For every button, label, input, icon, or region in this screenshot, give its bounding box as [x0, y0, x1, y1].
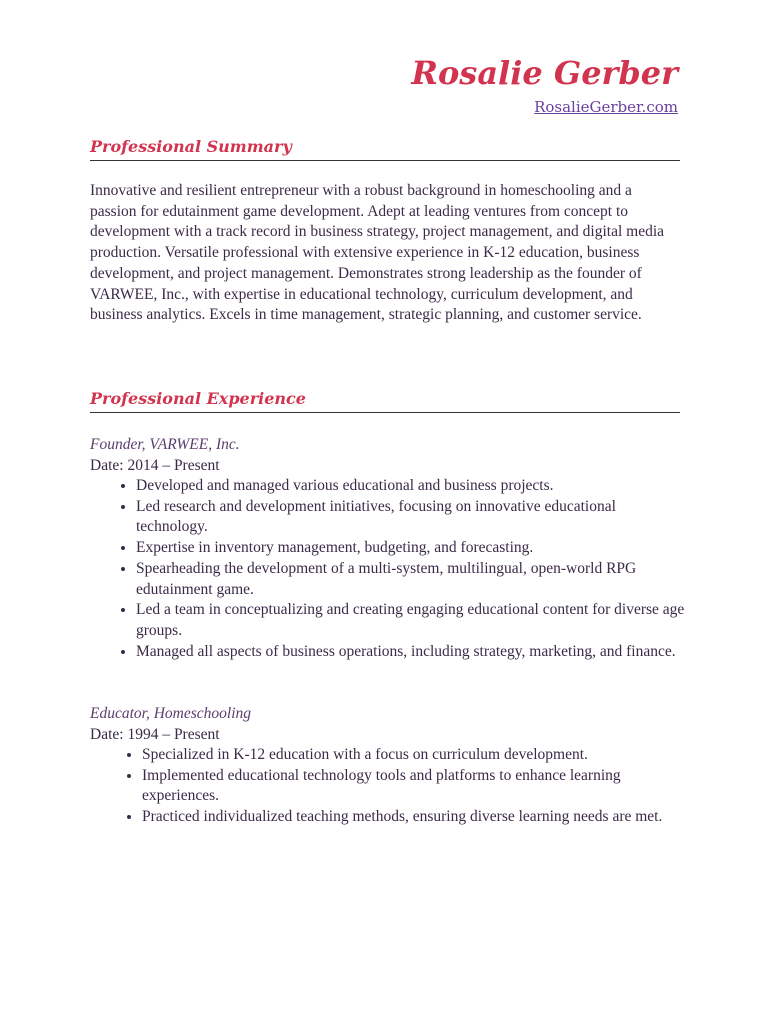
job-bullets	[90, 476, 690, 662]
website-link[interactable]: RosalieGerber.com	[534, 98, 678, 116]
job-bullet: • Managed all aspects of business operations, including strategy, marketing, and finance.	[136, 642, 690, 663]
job-date: Date: 1994 – Present	[90, 726, 220, 743]
job-bullet: • Practiced individualized teaching methods, ensuring diverse learning needs are met.	[142, 807, 690, 828]
job-bullet: • Led a team in conceptualizing and creating engaging educational content for diverse age groups.	[136, 600, 690, 641]
job-bullet: • Implemented educational technology tools and platforms to enhance learning experiences.	[142, 766, 690, 807]
job-title: Founder, VARWEE, Inc.	[90, 436, 240, 453]
job-bullets	[90, 745, 690, 828]
job-bullet: • Developed and managed various educational and business projects.	[136, 476, 690, 497]
summary-heading: Professional Summary	[90, 136, 680, 161]
job-entry	[90, 434, 690, 662]
job-bullet: • Spearheading the development of a multi-system, multilingual, open-world RPG edutainment game.	[136, 559, 690, 600]
job-bullet: • Expertise in inventory management, budgeting, and forecasting.	[136, 538, 690, 559]
experience-heading: Professional Experience	[90, 388, 680, 413]
resume-header	[411, 52, 678, 116]
job-title: Educator, Homeschooling	[90, 705, 252, 722]
summary-text: Innovative and resilient entrepreneur with a robust background in homeschooling and a passion for edutainment game development. Adept at leading ventures from concept to development with a track record in business strategy, project management, and digital media production. Versatile professional with extensive experience in K-12 education, business development, and project management. Demonstrates strong leadership as the founder of VARWEE, Inc., with expertise in educational technology, curriculum development, and business analytics. Excels in time management, strategic planning, and customer service.	[90, 182, 665, 324]
job-bullet: • Led research and development initiatives, focusing on innovative educational technology.	[136, 497, 690, 538]
job-entry	[90, 703, 690, 828]
job-bullet: • Specialized in K-12 education with a focus on curriculum development.	[142, 745, 690, 766]
job-date: Date: 2014 – Present	[90, 457, 220, 474]
candidate-name: Rosalie Gerber	[411, 54, 678, 92]
